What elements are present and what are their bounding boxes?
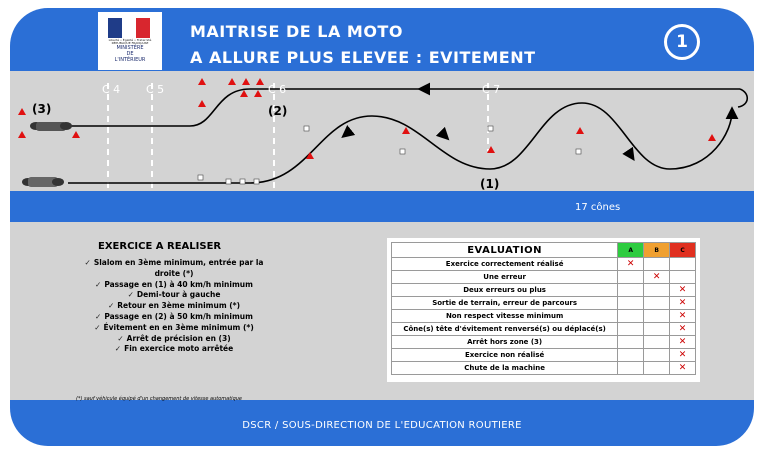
table-row: Exercice correctement réalisé ✕ (392, 258, 696, 271)
table-row: Deux erreurs ou plus ✕ (392, 284, 696, 297)
table-row: Non respect vitesse minimum ✕ (392, 310, 696, 323)
motorcycle-icon-bottom (22, 177, 64, 187)
table-row: Chute de la machine ✕ (392, 362, 696, 375)
table-row: Exercice non réalisé ✕ (392, 349, 696, 362)
page-title-line2: A ALLURE PLUS ELEVEE : EVITEMENT (190, 48, 536, 67)
cone-count: 17 cônes (575, 202, 621, 213)
grade-b-header: B (644, 243, 670, 258)
cone-label-c7: C 7 (482, 83, 501, 96)
route-arrow-slalom-1 (442, 133, 446, 137)
slalom-route (68, 103, 732, 183)
route-arrow-slalom-2 (628, 151, 632, 157)
exercise-steps (74, 258, 274, 355)
cross-icon: ✕ (644, 271, 670, 284)
check-icon: ✓ (94, 322, 101, 332)
list-item: ✓ Slalom en 3ème minimum, entrée par la droite (*) (84, 258, 264, 278)
list-item: ✓ Évitement en en 3ème minimum (*) (94, 322, 254, 332)
evaluation-table (391, 242, 696, 375)
logo-republique: Liberté • Égalité • Fraternité RÉPUBLIQUE FRANÇAISE (108, 38, 152, 45)
cross-icon: ✕ (670, 336, 696, 349)
cone-count-bar (10, 199, 754, 218)
exercise-title: EXERCICE A REALISER (98, 241, 222, 252)
grade-a-header: A (618, 243, 644, 258)
table-row: Arrêt hors zone (3) ✕ (392, 336, 696, 349)
list-item: ✓ Fin exercice moto arrêtée (114, 344, 234, 354)
table-row: Une erreur ✕ (392, 271, 696, 284)
u-turn-route (738, 89, 747, 107)
motorcycle-icon-top (30, 122, 72, 131)
cross-icon: ✕ (670, 362, 696, 375)
cone-label-c4: C 4 (102, 83, 121, 96)
cross-icon: ✕ (618, 258, 644, 271)
cross-icon: ✕ (670, 297, 696, 310)
page-title-line1: MAITRISE DE LA MOTO (190, 22, 403, 41)
marker-1: (1) (480, 177, 500, 191)
track-diagram (10, 71, 754, 191)
cross-icon: ✕ (670, 284, 696, 297)
logo-ministry-name: MINISTÈRE DE L'INTÉRIEUR (114, 45, 146, 63)
cone-label-c6: C 6 (268, 83, 287, 96)
check-icon: ✓ (127, 290, 134, 300)
cone-label-c5: C 5 (146, 83, 165, 96)
check-icon: ✓ (114, 344, 122, 354)
route-arrow-mid (345, 131, 350, 135)
check-icon: ✓ (117, 333, 124, 343)
list-item: ✓ Retour en 3ème minimum (*) (107, 301, 241, 311)
marker-2: (2) (268, 104, 288, 118)
footnote: (*) sauf véhicule équipé d'un changement de vitesse automatique (76, 396, 242, 402)
evaluation-title: EVALUATION (392, 243, 618, 258)
exercise-sheet (10, 8, 754, 446)
check-icon: ✓ (107, 301, 115, 311)
cross-icon: ✕ (670, 310, 696, 323)
list-item: ✓ Passage en (1) à 40 km/h minimum (95, 279, 253, 289)
list-item: ✓ Arrêt de précision en (3) (117, 333, 231, 343)
ministry-logo (98, 12, 162, 70)
footer-text: DSCR / SOUS-DIRECTION DE L'EDUCATION ROUTIERE (242, 420, 522, 431)
french-flag-icon (108, 18, 150, 38)
table-header-row (392, 243, 696, 258)
check-icon: ✓ (95, 279, 102, 289)
exercise-number-badge: 1 (664, 24, 700, 60)
evaluation-panel (387, 238, 700, 382)
grade-c-header: C (670, 243, 696, 258)
marker-3: (3) (32, 102, 52, 116)
cross-icon: ✕ (670, 349, 696, 362)
check-icon: ✓ (95, 311, 102, 321)
table-row: Cône(s) tête d'évitement renversé(s) ou déplacé(s) ✕ (392, 323, 696, 336)
cross-icon: ✕ (670, 323, 696, 336)
table-row: Sortie de terrain, erreur de parcours ✕ (392, 297, 696, 310)
list-item: ✓ Passage en (2) à 50 km/h minimum (95, 311, 253, 321)
check-icon: ✓ (84, 258, 91, 267)
list-item: ✓ Demi-tour à gauche (127, 290, 221, 300)
cones-white (198, 126, 581, 191)
